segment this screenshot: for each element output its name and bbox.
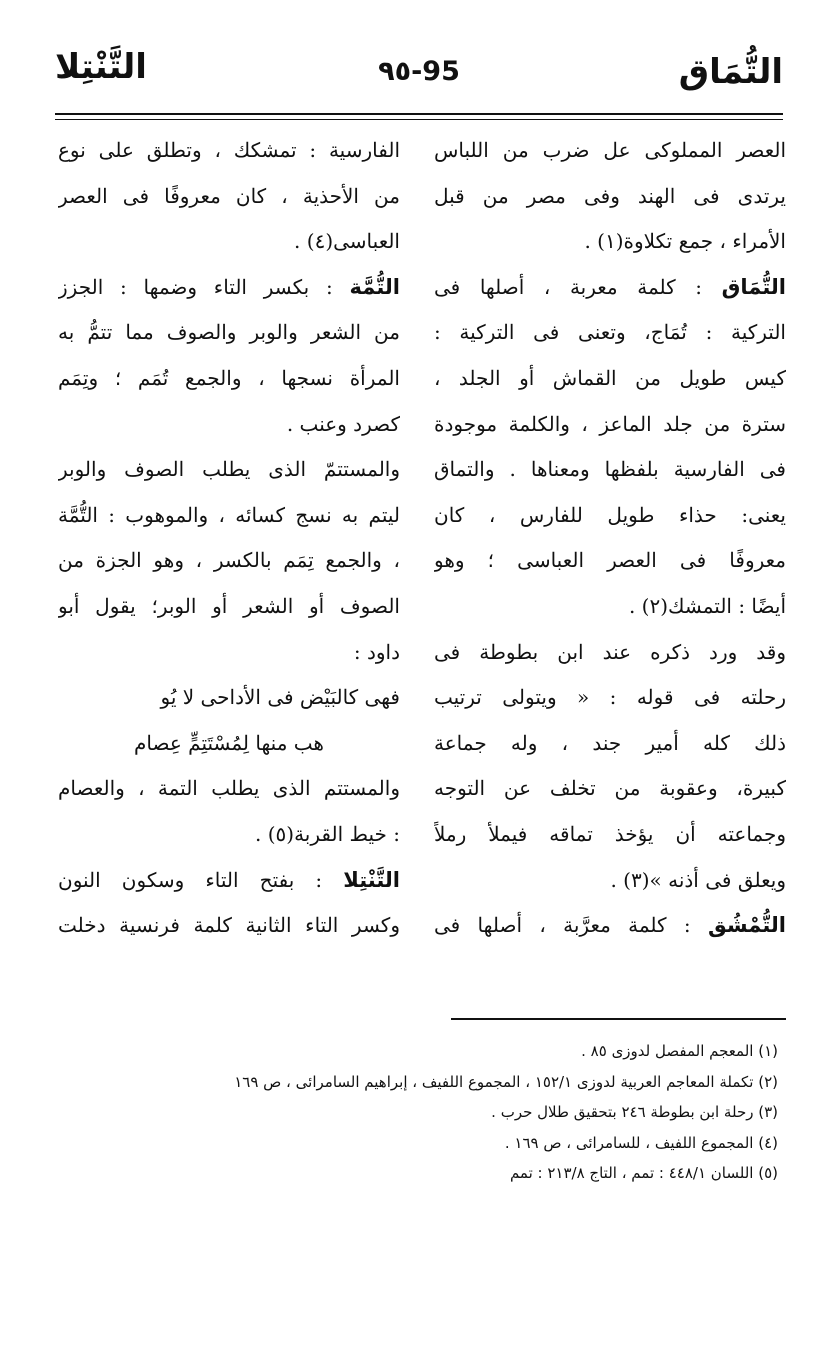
page-number: 95-٩٥	[378, 56, 460, 87]
entry-text: : كلمة معرَّبة ، أصلها فى	[434, 913, 708, 938]
entry-headword: التُّمَاق	[721, 274, 786, 299]
right-column	[434, 128, 786, 949]
footnotes	[58, 1036, 778, 1189]
text-line: فى الفارسية بلفظها ومعناها . والتماق	[434, 457, 786, 482]
footnote-rule	[451, 1018, 786, 1020]
entry-headword: التُّمَّة	[349, 274, 400, 299]
text-line: كصرد وعنب .	[286, 411, 400, 436]
running-head-first-entry: التُّمَاق	[678, 52, 783, 92]
text-line: الفارسية : تمشكك ، وتطلق على نوع	[58, 138, 400, 162]
text-line: رحلته فى قوله : « ويتولى ترتيب	[434, 685, 786, 710]
entry-line-tumshuq	[434, 903, 786, 949]
entry-line-tumma	[58, 265, 400, 311]
running-head-last-entry: التَّنْتِلا	[55, 47, 147, 87]
text-line: كبيرة، وعقوبة من تخلف عن التوجه	[434, 776, 786, 801]
text-line: التركية : تُمَاج، وتعنى فى التركية :	[434, 320, 786, 345]
entry-line-tantila	[58, 858, 400, 904]
header-rule	[55, 113, 783, 120]
text-line: العصر المملوكى عل ضرب من اللباس	[434, 138, 786, 162]
text-line: وقد ورد ذكره عند ابن بطوطة فى	[434, 639, 786, 664]
text-line: والمستتم الذى يطلب التمة ، والعصام	[58, 776, 400, 801]
text-line: الأمراء ، جمع تكلاوة(١) .	[584, 229, 786, 254]
entry-text: : كلمة معربة ، أصلها فى	[434, 274, 722, 299]
running-head	[55, 42, 783, 112]
footnote: (٣) رحلة ابن بطوطة ٢٤٦ بتحقيق طلال حرب .	[491, 1103, 778, 1121]
text-line: يعنى: حذاء طويل للفارس ، كان	[434, 502, 786, 527]
footnote: (٥) اللسان ٤٤٨/١ : تمم ، التاج ٢١٣/٨ : تمم	[509, 1164, 778, 1182]
text-line: : خيط القربة(٥) .	[254, 821, 400, 846]
entry-headword: التُّمْشُق	[707, 913, 786, 938]
entry-line-tumaq	[434, 265, 786, 311]
entry-headword: التَّنْتِلا	[343, 867, 400, 892]
text-line: ليتم به نسج كسائه ، والموهوب : التُّمَّة	[58, 502, 400, 527]
footnote: (١) المعجم المفصل لدوزى ٨٥ .	[581, 1042, 778, 1060]
text-line: داود :	[353, 639, 400, 664]
text-line: المرأة نسجها ، والجمع تُمَم ؛ وتِمَم	[58, 365, 400, 390]
text-line: من الأحذية ، كان معروفًا فى العصر	[58, 183, 400, 208]
text-line: وجماعته أن يؤخذ تماقه فيملأ رملاً	[434, 821, 786, 846]
text-line: العباسى(٤) .	[294, 229, 400, 254]
text-line: ذلك كله أمير جند ، وله جماعة	[434, 730, 786, 755]
footnote: (٤) المجموع اللفيف ، للسامرائى ، ص ١٦٩ .	[504, 1133, 778, 1152]
text-line: معروفًا فى العصر العباسى ؛ وهو	[434, 548, 786, 573]
text-line: وكسر التاء الثانية كلمة فرنسية دخلت	[58, 913, 400, 938]
text-line: يرتدى فى الهند وفى مصر من قبل	[434, 183, 786, 208]
verse-line: فهى كالبَيْض فى الأداحى لا يُو	[160, 685, 400, 710]
text-line: من الشعر والوبر والصوف مما تتمُّ به	[58, 320, 400, 345]
text-line: سترة من جلد الماعز ، والكلمة موجودة	[434, 411, 786, 436]
text-line: الصوف أو الشعر أو الوبر؛ يقول أبو	[58, 593, 400, 618]
entry-text: : بفتح التاء وسكون النون	[58, 867, 344, 892]
footnote: (٢) تكملة المعاجم العربية لدوزى ١٥٢/١ ، المجموع اللفيف ، إبراهيم السامرائى ، ص ١٦٩	[234, 1072, 778, 1091]
entry-text: : بكسر التاء وضمها : الجزز	[58, 274, 350, 299]
left-column	[58, 128, 400, 949]
text-line: ، والجمع تِمَم بالكسر ، وهو الجزة من	[58, 548, 400, 573]
text-line: أيضًا : التمشك(٢) .	[628, 593, 786, 618]
text-line: ويعلق فى أذنه »(٣) .	[610, 867, 786, 892]
text-line: والمستتمّ الذى يطلب الصوف والوبر	[58, 457, 400, 482]
verse-line: هب منها لِمُسْتَتِمٍّ عِصام	[134, 730, 324, 755]
text-line: كيس طويل من القماش أو الجلد ،	[434, 365, 786, 390]
